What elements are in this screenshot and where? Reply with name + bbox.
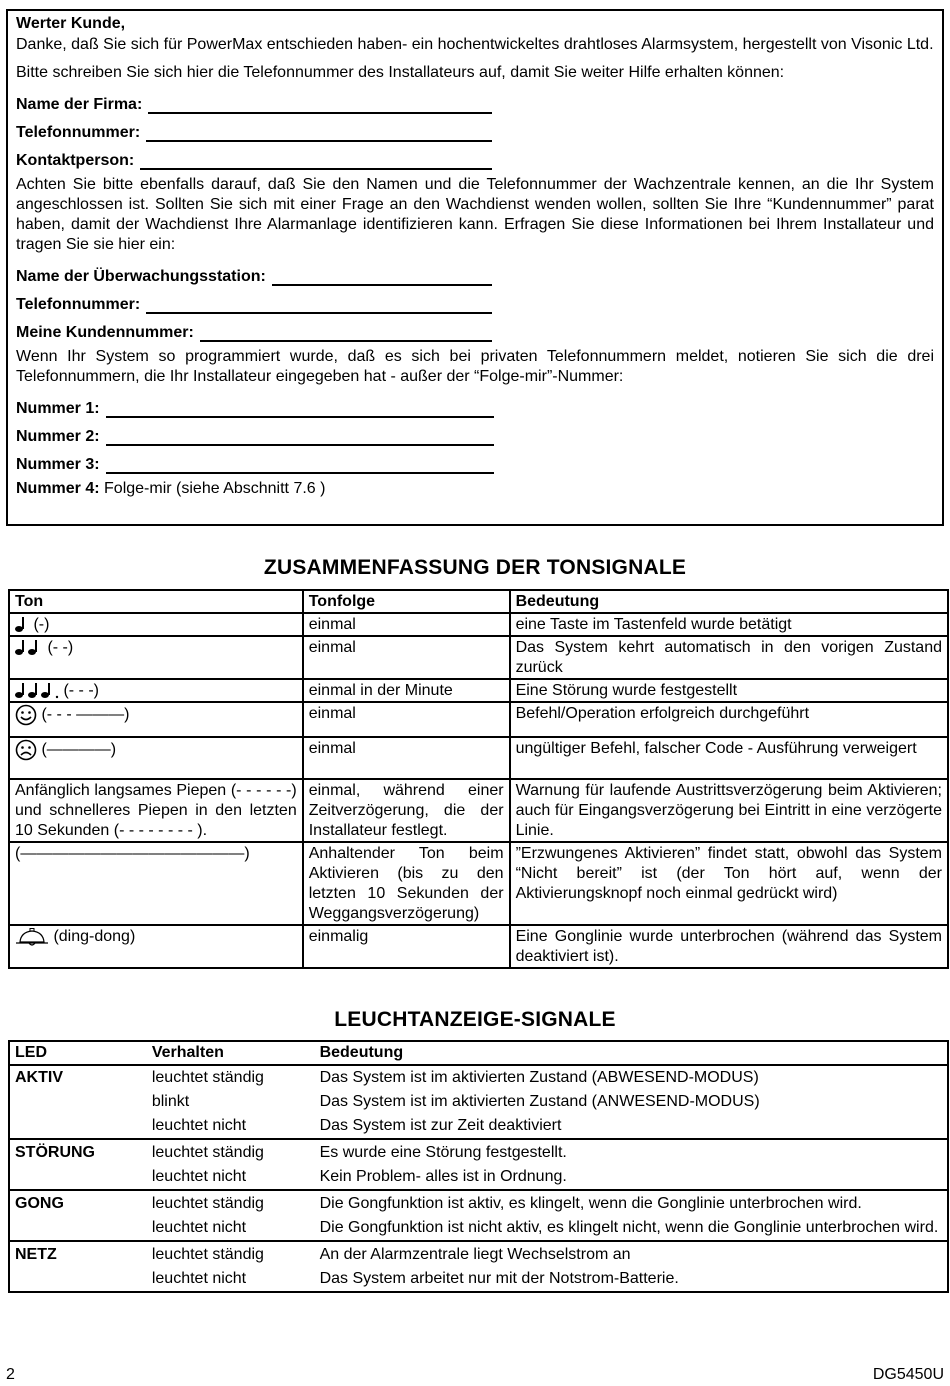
tone-pattern: Anfänglich langsames Piepen (- - - - - -) und schnelleres Piepen in den letzten 10 Sekunden (- - - - - - - - ). bbox=[15, 782, 297, 839]
table-row bbox=[9, 613, 948, 636]
field-label: Nummer 4: bbox=[16, 480, 100, 497]
tone-pattern: (- - - ———) bbox=[41, 706, 130, 724]
page-number: 2 bbox=[6, 1366, 15, 1383]
tone-sequence: einmal bbox=[303, 613, 510, 636]
led-name: AKTIV bbox=[15, 1069, 63, 1086]
led-name bbox=[9, 1267, 147, 1292]
led-meaning: Die Gongfunktion ist aktiv, es klingelt, wenn die Gonglinie unterbrochen wird. bbox=[315, 1190, 948, 1216]
blank-line[interactable] bbox=[106, 456, 494, 474]
field-label: Name der Firma: bbox=[16, 96, 143, 113]
led-meaning: Das System ist im aktivierten Zustand (ABWESEND-MODUS) bbox=[319, 1069, 759, 1086]
tone-sequence: einmal bbox=[303, 737, 510, 779]
field-nummer-4 bbox=[16, 479, 934, 499]
tone-meaning: Das System kehrt automatisch in den vorigen Zustand zurück bbox=[510, 636, 948, 679]
led-behavior: leuchtet ständig bbox=[151, 1069, 264, 1086]
led-behavior: leuchtet nicht bbox=[151, 1219, 247, 1236]
tones-table bbox=[8, 589, 949, 969]
tone-sequence: einmal in der Minute bbox=[303, 679, 510, 702]
form-field bbox=[16, 91, 934, 119]
field-label: Name der Überwachungsstation: bbox=[16, 268, 266, 285]
table-row bbox=[9, 1190, 948, 1216]
intro-paragraph-1: Danke, daß Sie sich für PowerMax entschieden haben- ein hochentwickeltes drahtloses Alarmsystem, hergestellt von Visonic Ltd. bbox=[16, 36, 934, 53]
form-field bbox=[16, 319, 934, 347]
tone-cell bbox=[9, 842, 303, 925]
blank-line[interactable] bbox=[106, 400, 494, 418]
table-row bbox=[9, 1090, 948, 1114]
field-label: Nummer 3: bbox=[16, 456, 100, 473]
blank-line[interactable] bbox=[148, 96, 492, 114]
tone-sequence: Anhaltender Ton beim Aktivieren (bis zu den letzten 10 Sekunden der Weggangsverzögerung) bbox=[303, 842, 510, 925]
tone-sequence: einmalig bbox=[303, 925, 510, 968]
tone-pattern: (————) bbox=[41, 741, 117, 759]
intro-paragraph-2: Bitte schreiben Sie sich hier die Telefonnummer des Installateurs auf, damit Sie weiter Hilfe erhalten können: bbox=[16, 64, 785, 81]
led-name bbox=[9, 1090, 147, 1114]
column-header: Bedeutung bbox=[315, 1041, 948, 1065]
table-row bbox=[9, 1065, 948, 1090]
table-row bbox=[9, 636, 948, 679]
table-row bbox=[9, 779, 948, 842]
table-row bbox=[9, 842, 948, 925]
led-title: LEUCHTANZEIGE-SIGNALE bbox=[334, 1008, 616, 1031]
field-label: Nummer 2: bbox=[16, 428, 100, 445]
tone-cell bbox=[9, 702, 303, 737]
tone-cell bbox=[9, 613, 303, 636]
table-row bbox=[9, 737, 948, 779]
blank-line[interactable] bbox=[146, 124, 492, 142]
chime-bell-icon bbox=[15, 928, 49, 946]
table-row bbox=[9, 679, 948, 702]
tone-pattern: (——————————————) bbox=[15, 845, 250, 862]
field-label: Nummer 1: bbox=[16, 400, 100, 417]
tone-cell bbox=[9, 737, 303, 779]
led-meaning: Kein Problem- alles ist in Ordnung. bbox=[319, 1168, 567, 1185]
led-behavior: leuchtet nicht bbox=[151, 1270, 247, 1287]
field-label: Kontaktperson: bbox=[16, 152, 135, 169]
field-label: Telefonnummer: bbox=[16, 124, 141, 141]
led-table bbox=[8, 1040, 949, 1293]
led-name: GONG bbox=[9, 1190, 147, 1216]
tone-meaning: Eine Gonglinie wurde unterbrochen (während das System deaktiviert ist). bbox=[510, 925, 948, 968]
tone-meaning: eine Taste im Tastenfeld wurde betätigt bbox=[510, 613, 948, 636]
tone-cell bbox=[9, 779, 303, 842]
tone-meaning: Warnung für laufende Austrittsverzögerung beim Aktivieren; auch für Eingangsverzögerung bei Eintritt in eine verzögerte Linie. bbox=[510, 779, 948, 842]
form-field bbox=[16, 291, 934, 319]
led-name bbox=[9, 1114, 147, 1139]
double-note-icon bbox=[15, 639, 43, 657]
led-behavior: leuchtet nicht bbox=[151, 1117, 247, 1134]
led-behavior: leuchtet nicht bbox=[151, 1168, 247, 1185]
table-row bbox=[9, 925, 948, 968]
table-row bbox=[9, 1267, 948, 1292]
tones-title: ZUSAMMENFASSUNG DER TONSIGNALE bbox=[263, 556, 687, 579]
led-meaning: Das System arbeitet nur mit der Notstrom-Batterie. bbox=[319, 1270, 679, 1287]
tone-cell bbox=[9, 636, 303, 679]
column-header: Bedeutung bbox=[510, 590, 948, 613]
tone-sequence: einmal bbox=[303, 636, 510, 679]
tone-meaning: Eine Störung wurde festgestellt bbox=[510, 679, 948, 702]
document-code: DG5450U bbox=[872, 1366, 944, 1383]
intro-paragraph-4: Wenn Ihr System so programmiert wurde, daß es sich bei privaten Telefonnummern meldet, notieren Sie sich die drei Telefonnummern, die Ihr Installateur eingegeben hat - außer der “Folge-mir”-Nummer: bbox=[16, 348, 934, 385]
tone-pattern: (- -) bbox=[47, 639, 74, 656]
form-field bbox=[16, 119, 934, 147]
led-name: STÖRUNG bbox=[9, 1139, 147, 1165]
led-meaning: Das System ist zur Zeit deaktiviert bbox=[319, 1117, 562, 1134]
led-behavior: leuchtet ständig bbox=[147, 1139, 315, 1165]
table-row bbox=[9, 1216, 948, 1241]
column-header: Tonfolge bbox=[303, 590, 510, 613]
led-name: NETZ bbox=[9, 1241, 147, 1267]
tone-meaning: ”Erzwungenes Aktivieren” findet statt, obwohl das System “Nicht bereit” ist (der Ton hört auf, wenn der Aktivierungsknopf noch einmal gedrückt wird) bbox=[510, 842, 948, 925]
tone-pattern: (- - -) bbox=[63, 682, 99, 699]
blank-line[interactable] bbox=[106, 428, 494, 446]
table-row bbox=[9, 702, 948, 737]
blank-line[interactable] bbox=[200, 324, 492, 342]
led-behavior: leuchtet ständig bbox=[147, 1190, 315, 1216]
tone-cell bbox=[9, 925, 303, 968]
blank-line[interactable] bbox=[146, 296, 492, 314]
triple-note-icon bbox=[15, 682, 59, 700]
column-header: LED bbox=[9, 1041, 147, 1065]
field-value: Folge-mir (siehe Abschnitt 7.6 ) bbox=[104, 480, 326, 497]
intro-paragraph-3: Achten Sie bitte ebenfalls darauf, daß Sie den Namen und die Telefonnummer der Wachzentrale kennen, an die Ihr System angeschlossen ist. Sollten Sie sich mit einer Frage an den Wachdienst wenden wollen, sollten Sie Ihre “Kundennummer” parat haben, damit der Wachdienst Ihre Alarmanlage identifizieren kann. Erfragen Sie diese Informationen bei Ihrem Installateur und tragen Sie sie hier ein: bbox=[16, 176, 934, 253]
form-field bbox=[16, 263, 934, 291]
blank-line[interactable] bbox=[272, 268, 492, 286]
tone-meaning: ungültiger Befehl, falscher Code - Ausführung verweigert bbox=[510, 737, 948, 779]
smiley-icon bbox=[15, 704, 37, 726]
led-meaning: An der Alarmzentrale liegt Wechselstrom an bbox=[315, 1241, 948, 1267]
tone-sequence: einmal, während einer Zeitverzögerung, die der Installateur festlegt. bbox=[303, 779, 510, 842]
column-header: Verhalten bbox=[147, 1041, 315, 1065]
musical-note-icon bbox=[15, 616, 29, 634]
frowny-icon bbox=[15, 739, 37, 761]
form-field bbox=[16, 395, 934, 423]
led-meaning: Die Gongfunktion ist nicht aktiv, es klingelt nicht, wenn die Gonglinie unterbrochen wird. bbox=[319, 1219, 939, 1236]
form-field bbox=[16, 147, 934, 175]
form-field bbox=[16, 451, 934, 479]
led-meaning: Es wurde eine Störung festgestellt. bbox=[315, 1139, 948, 1165]
tone-sequence: einmal bbox=[303, 702, 510, 737]
led-meaning: Das System ist im aktivierten Zustand (ANWESEND-MODUS) bbox=[319, 1093, 760, 1110]
led-name bbox=[9, 1165, 147, 1190]
field-label: Meine Kundennummer: bbox=[16, 324, 194, 341]
led-behavior: leuchtet ständig bbox=[147, 1241, 315, 1267]
tone-meaning: Befehl/Operation erfolgreich durchgeführt bbox=[510, 702, 948, 737]
field-label: Telefonnummer: bbox=[16, 296, 141, 313]
form-field bbox=[16, 423, 934, 451]
greeting: Werter Kunde, bbox=[16, 15, 126, 32]
table-row bbox=[9, 1139, 948, 1165]
table-row bbox=[9, 1165, 948, 1190]
table-row bbox=[9, 1241, 948, 1267]
column-header: Ton bbox=[9, 590, 303, 613]
tone-pattern: (ding-dong) bbox=[53, 928, 136, 945]
tone-pattern: (-) bbox=[33, 616, 50, 633]
led-name bbox=[9, 1216, 147, 1241]
tone-cell bbox=[9, 679, 303, 702]
customer-info-box bbox=[6, 9, 944, 526]
blank-line[interactable] bbox=[140, 152, 492, 170]
led-behavior: blinkt bbox=[151, 1093, 190, 1110]
table-row bbox=[9, 1114, 948, 1139]
